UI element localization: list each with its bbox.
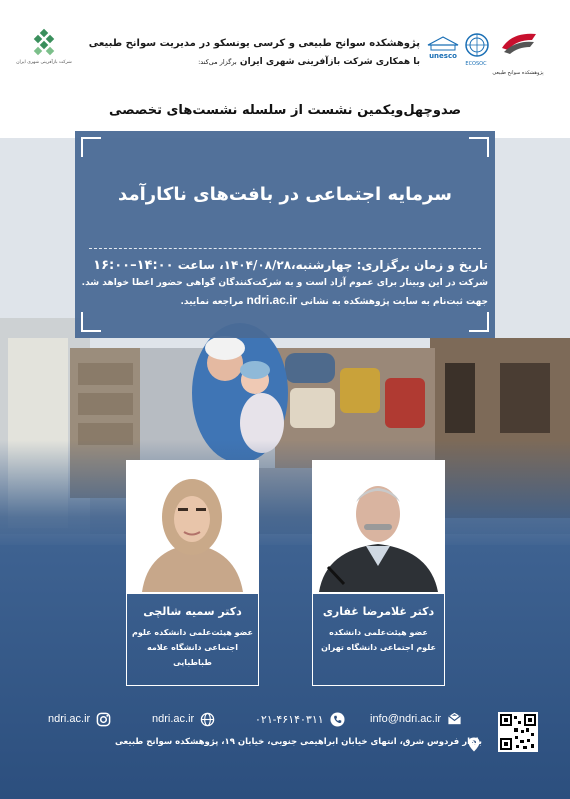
speaker-affiliation xyxy=(313,625,444,655)
register-link[interactable]: ndri.ac.ir xyxy=(246,293,298,307)
event-time: ۱۴:۰۰–۱۶:۰۰ xyxy=(93,258,174,273)
website-contact[interactable] xyxy=(152,710,215,728)
event-date xyxy=(88,258,488,273)
speaker-card-ghaffari xyxy=(312,592,445,686)
register-suffix: مراجعه نمایید. xyxy=(180,297,244,307)
phone-icon xyxy=(330,712,345,727)
event-info-line1: شرکت در این وبینار برای عموم آزاد است و به شرکت‌کنندگان گواهی حضور اعطا خواهد شد. xyxy=(81,278,488,288)
ecosoc-label: ECOSOC xyxy=(465,61,487,67)
cooperation-text: با همکاری شرکت بازآفرینی شهری ایران xyxy=(239,57,420,67)
organizer-line: پژوهشکده سوانح طبیعی و کرسی یونسکو در مدیریت سوانح طبیعی xyxy=(88,38,420,49)
speaker-affiliation-line: عضو هیئت‌علمی دانشکده xyxy=(329,628,428,637)
phone-contact[interactable] xyxy=(255,710,345,728)
globe-icon xyxy=(200,712,215,727)
ndri-logo-icon xyxy=(498,28,540,56)
speaker-card-shalchi xyxy=(126,592,259,686)
phone-number[interactable]: ۰۲۱-۴۶۱۴۰۳۱۱ xyxy=(255,713,324,726)
instagram-handle[interactable]: ndri.ac.ir xyxy=(48,713,91,725)
speaker-affiliation xyxy=(127,625,258,671)
website-link[interactable]: ndri.ac.ir xyxy=(152,713,195,725)
event-date-text: تاریخ و زمان برگزاری: چهارشنبه،۱۴۰۴/۰۸/۲۸، ساعت xyxy=(177,258,488,272)
speaker-name: دکتر غلامرضا غفاری xyxy=(322,605,435,618)
instagram-icon xyxy=(96,712,111,727)
event-info-line2 xyxy=(88,293,488,307)
unesco-label: unesco xyxy=(429,52,457,60)
un-ecosoc-logo-icon xyxy=(464,32,490,58)
cooperation-line xyxy=(198,57,420,67)
instagram-contact[interactable] xyxy=(48,710,111,728)
email-address[interactable]: info@ndri.ac.ir xyxy=(370,713,442,725)
corner-mark xyxy=(469,137,489,157)
ndri-logo-caption: پژوهشکده سوانح طبیعی xyxy=(492,70,544,76)
email-contact[interactable] xyxy=(370,710,462,728)
footer-background xyxy=(0,545,570,799)
register-prefix: جهت ثبت‌نام به سایت پژوهشکده به نشانی xyxy=(300,297,488,307)
speaker-name: دکتر سمیه شالچی xyxy=(143,605,242,618)
talk-title: سرمایه اجتماعی در بافت‌های ناکارآمد xyxy=(118,184,452,205)
address: بلوار فردوس شرق، انتهای خیابان ابراهیمی جنوبی، خیابان ۱۹، پژوهشکده سوانح طبیعی xyxy=(114,737,482,747)
series-title: صدوچهل‌ویکمین نشست از سلسله نشست‌های تخصصی xyxy=(108,103,462,118)
speaker-affiliation-line: اجتماعی دانشگاه علامه طباطبایی xyxy=(147,643,238,668)
speaker-affiliation-line: علوم اجتماعی دانشگاه تهران xyxy=(321,643,436,653)
dashed-divider xyxy=(89,248,481,249)
cooperation-suffix: برگزار می‌کند: xyxy=(198,58,237,66)
speaker-photo-ghaffari xyxy=(312,460,445,594)
speaker-photo-shalchi xyxy=(126,460,259,594)
speaker-affiliation-line: عضو هیئت‌علمی دانشکده علوم xyxy=(131,628,254,637)
urban-regeneration-caption: شرکت بازآفرینی شهری ایران xyxy=(16,60,72,65)
qr-code-icon[interactable] xyxy=(498,712,538,752)
corner-mark xyxy=(81,137,101,157)
event-info xyxy=(81,252,488,338)
urban-regeneration-logo-icon xyxy=(30,28,58,56)
photo-fade xyxy=(0,440,570,550)
email-icon xyxy=(447,712,462,727)
